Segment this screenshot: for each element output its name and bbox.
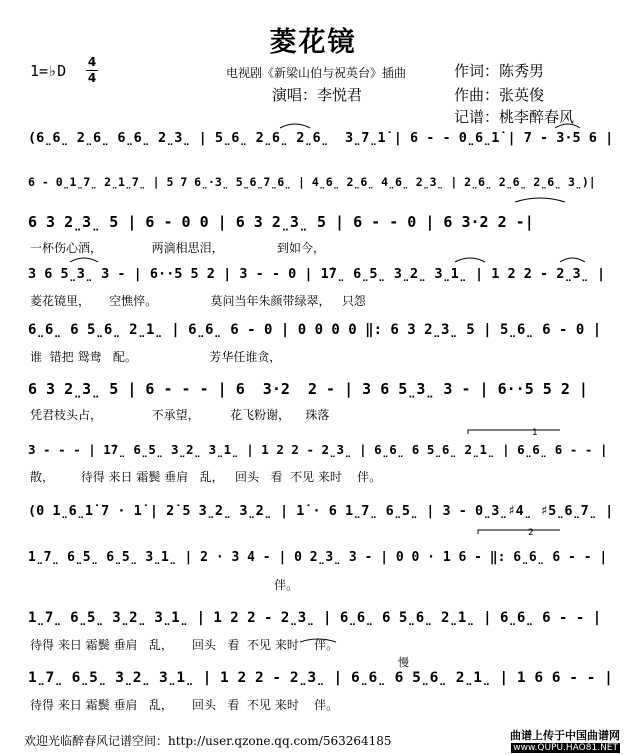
notation-text: 3 6 5̤3̤ 3 - | 6··5 5 2 | 3 - - 0 | 1̇7̤ 6̤5̤ 3̤2̤ 3̤1̤ | 1 2 2 - 2̤3̤ | [28,266,606,282]
notation-text: 1̤7̤ 6̤5̤ 3̤2̤ 3̤1̤ | 1 2 2 - 2̤3̤ | 6̤6̤ 6 5̤6̤ 2̤1̤ | 6̤6̤ 6 - - | [28,610,602,626]
slow-mark: 慢 [398,656,409,669]
volta-2-number: 2 [528,528,534,538]
notation-text: 6̤6̤ 6 5̤6̤ 2̤1̤ | 6̤6̤ 6 - 0 | 0 0 0 0 ‖: 6 3 2̤3̤ 5 | 5̤6̤ 6 - 0 | [28,322,602,338]
time-signature-top: 4 [87,55,97,69]
notation-text: 3 - - - | 1̇7̤ 6̤5̤ 3̤2̤ 3̤1̤ | 1 2 2 - 2̤3̤ | 6̤6̤ 6 5̤6̤ 2̤1̤ | 6̤6̤ 6 - - | [28,442,608,457]
composer-credit: 作曲：张英俊 [454,86,545,104]
notation-text: 6 3 2̤3̤ 5 | 6 - - - | 6 3·2 2 - | 3 6 5̤3̤ 3 - | 6··5 5 2 | [28,380,588,398]
volta-1-bracket [468,430,560,434]
lyric-text: 一杯伤心酒， 两滴相思泪， 到如今， [30,241,325,255]
watermark-text: 曲谱上传于中国曲谱网 [510,729,620,742]
slur [515,198,565,202]
footer-note: 欢迎光临醉春风记谱空间：http://user.qzone.qq.com/563264185 [24,734,392,748]
notation-text: (0 1̤6̤1̇ 7 · 1̇ | 2̇ 5 3̤2̤ 3̤2̤ | 1̇ · 6 1̤7̤ 6̤5̤ | 3 - 0̤3̤♯4̤ ♯5̤6̤7̤ | [28,503,614,519]
notation-text: 1̤7̤ 6̤5̤ 3̤2̤ 3̤1̤ | 1 2 2 - 2̤3̤ | 6̤6̤ 6 5̤6̤ 2̤1̤ | 1 6 6 - - | [28,670,613,686]
lyric-text: 菱花镜里， 空憔悴。 莫问当年朱颜带绿翠， 只怨 [30,294,366,308]
notation-text: 6 3 2̤3̤ 5 | 6 - 0 0 | 6 3 2̤3̤ 5 | 6 - - 0 | 6 3·2 2 -| [28,213,534,231]
key-signature: 1=♭D [30,62,67,80]
lyric-text: 伴。 [30,578,299,592]
slur [560,258,585,262]
notation-text: (6̤6̤ 2̤6̤ 6̤6̤ 2̤3̤ | 5̤6̤ 2̤6̤ 2̤6̤ 3̤7̤1̇ | 6 - - 0̤6̤1̇ | 7 - 3·5 6 | [28,130,614,146]
lyric-text: 谁 错把 鸳鸯 配。 芳华任谁贪， [30,350,282,364]
lyric-text: 凭君枝头占， 不承望， 花飞粉谢， 珠落 [30,408,330,422]
slur [455,258,485,262]
transcriber-credit: 记谱：桃李醉春风 [454,108,575,126]
lyric-text: 散， 待得 来日 霜鬓 垂肩 乱， 回头 看 不见 来时 伴。 [30,470,382,484]
slur [300,639,336,642]
lyric-text: 待得 来日 霜鬓 垂肩 乱， 回头 看 不见 来时 伴。 [30,638,339,652]
lyricist-credit: 作词：陈秀男 [454,62,545,80]
slur [555,124,580,128]
volta-1-number: 1 [532,428,538,438]
lyric-text: 待得 来日 霜鬓 垂肩 乱， 回头 看 不见 来时 伴。 [30,698,339,712]
watermark-url: www.QUPU.HAO81.NET [513,743,618,753]
slur [70,258,98,262]
notation-text: 1̤7̤ 6̤5̤ 6̤5̤ 3̤1̤ | 2 · 3 4 - | 0 2̤3̤ 3 - | 0 0 · 1 6 - ‖: 6̤6̤ 6 - - | [28,550,608,565]
page-title: 菱花镜 [269,27,357,58]
source-note: 电视剧《新梁山伯与祝英台》插曲 [226,66,407,80]
notation-text: 6 - 0̤1̤7̤ 2̤1̤7̤ | 5 7 6̤·3̤ 5̤6̤7̤6̤ | 4̤6̤ 2̤6̤ 4̤6̤ 2̤3̤ | 2̤6̤ 2̤6̤ 2̤6̤ 3̤)| [28,175,596,189]
time-signature-bottom: 4 [87,71,97,85]
slur [280,124,310,128]
volta-2-bracket [478,530,560,534]
singer-credit: 演唱：李悦君 [272,86,363,104]
